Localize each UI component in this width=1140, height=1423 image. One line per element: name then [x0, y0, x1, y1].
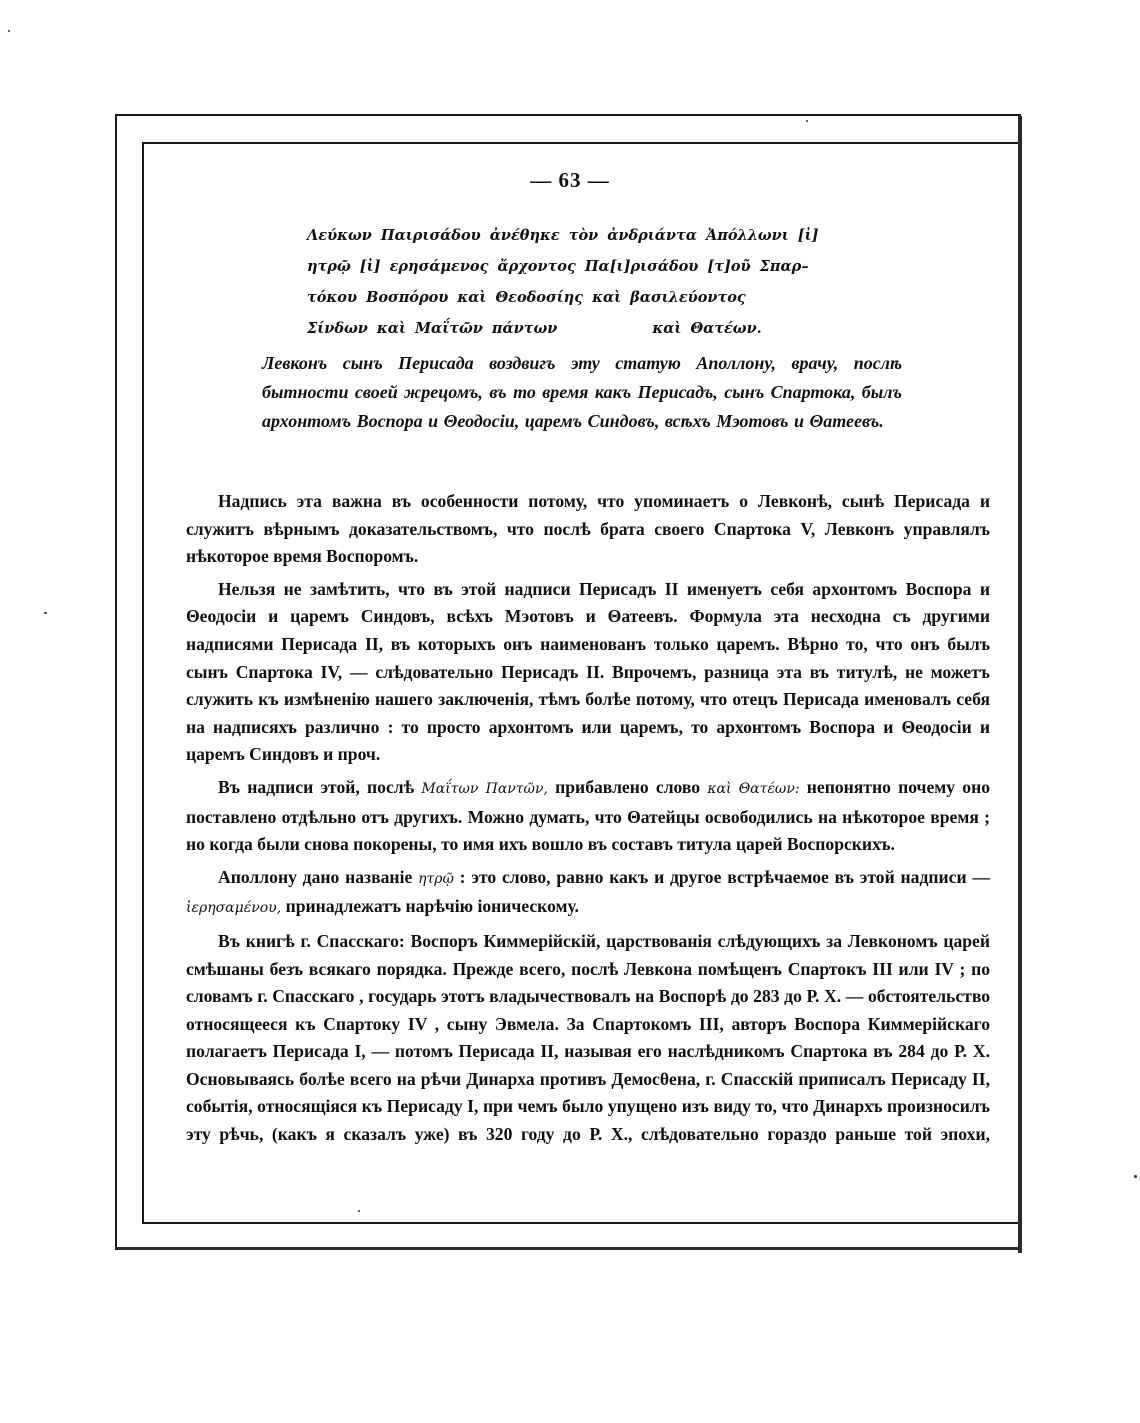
paragraph-4-part-a: Аполлону дано названіе [218, 866, 413, 887]
paragraph-4-greek-1: ητρῷ [418, 870, 454, 887]
paragraph-3-part-c: непонятно почему оно поставлено отдѣльно отъ другихъ. Можно думать, что Θатейцы освободились на нѣкоторое время ; но когда были снова покорены, то имя ихъ вошло въ составъ титула царей Воспорскихъ. [186, 776, 991, 855]
greek-line-3: τόκου Βοσπόρου καὶ Θεοδοσίης καὶ βασιλεύοντος [307, 289, 746, 306]
scan-speck [8, 30, 10, 32]
paragraph-4 [186, 864, 990, 923]
russian-translation: Левконъ сынъ Перисада воздвигъ эту статую Аполлону, врачу, послѣ бытности своей жрецомъ, въ то время какъ Перисадъ, сынъ Спартока, былъ архонтомъ Воспора и Θеодосіи, царемъ Синдовъ, всѣхъ Мэотовъ и Θатеевъ. [262, 353, 902, 431]
paragraph-2: Нельзя не замѣтить, что въ этой надписи Перисадъ II именуетъ себя архонтомъ Воспора и Θеодосіи и царемъ Синдовъ, всѣхъ Мэотовъ и Θатеевъ. Формула эта несходна съ другими надписями Перисада II, въ которыхъ онъ наименованъ только царемъ. Вѣрно то, что онъ былъ сынъ Спартока IV, — слѣдовательно Перисадъ II. Впрочемъ, разница эта въ титулѣ, не можетъ служить къ измѣненію нашего заключенія, тѣмъ болѣе потому, что отецъ Перисада именовалъ себя на надписяхъ различно : то просто архонтомъ или царемъ, то архонтомъ Воспора и Θеодосіи и царемъ Синдовъ и проч. [186, 578, 990, 765]
greek-line-4-left: Σίνδων καὶ Μαΐτῶν πάντων [307, 320, 558, 337]
scan-speck [358, 1210, 360, 1212]
greek-line-4-right: καὶ Θατέων. [652, 320, 762, 337]
frame-shadow-right [1018, 116, 1022, 1253]
paragraph-3-part-b: прибавлено слово [555, 776, 701, 797]
paragraph-3-part-a: Въ надписи этой, послѣ [218, 776, 415, 797]
scan-speck [806, 120, 808, 122]
greek-line-1: Λεύκων Παιρισάδου ἀνέθηκε τὸν ἀνδριάντα Ἀπόλλωνι [ἰ] [307, 227, 819, 244]
paragraph-3 [186, 774, 990, 859]
paragraph-1: Надпись эта важна въ особенности потому, что упоминаетъ о Левконѣ, сынѣ Перисада и служитъ вѣрнымъ доказательствомъ, что послѣ брата своего Спартока V, Левконъ управлялъ нѣкоторое время Воспоромъ. [186, 491, 990, 567]
paragraph-4-part-c: принадлежатъ нарѣчію іоническому. [285, 896, 579, 917]
greek-inscription [307, 220, 819, 344]
paragraph-3-greek-2: καὶ Θατέων: [707, 780, 800, 797]
scan-speck [44, 612, 47, 614]
paragraph-5: Въ книгѣ г. Спасскаго: Воспоръ Киммерійскій, царствованія слѣдующихъ за Левкономъ царей смѣшаны безъ всякаго порядка. Прежде всего, послѣ Левкона помѣщенъ Спартокъ III или IV ; по словамъ г. Спасскаго , государь этотъ владычествовалъ на Воспорѣ до 283 до Р. X. — обстоятельство относящееся къ Спартоку IV , сыну Эвмела. За Спартокомъ III, авторъ Воспора Киммерійскаго полагаетъ Перисада I, — потомъ Перисада II, называя его наслѣдникомъ Спартока въ 284 до Р. X. Основываясь болѣе всего на рѣчи Динарха противъ Демосθена, г. Спасскій приписалъ Перисаду II, событія, относящіяся къ Перисаду I, при чемъ было упущено изъ виду то, что Динархъ произносилъ эту рѣчь, (какъ я сказалъ уже) въ 320 году до Р. X., слѣдовательно гораздо раньше той эпохи, [186, 930, 990, 1145]
greek-line-4 [307, 313, 797, 344]
body-text [186, 488, 990, 1154]
paragraph-3-greek-1: Μαΐτων Παντῶν, [421, 780, 548, 797]
page-number: — 63 — [530, 168, 610, 192]
greek-line-2: ητρῷ [ἰ] ερησάμενος ἄρχοντος Πα[ι]ρισάδου [τ]οῦ Σπαρ– [307, 258, 809, 275]
paragraph-4-greek-2: ἱερησαμένου, [186, 900, 282, 917]
scan-speck [1134, 1175, 1137, 1178]
frame-shadow-bottom [118, 1247, 1022, 1250]
paragraph-4-part-b: : это слово, равно какъ и другое встрѣчаемое въ этой надписи — [459, 866, 990, 887]
